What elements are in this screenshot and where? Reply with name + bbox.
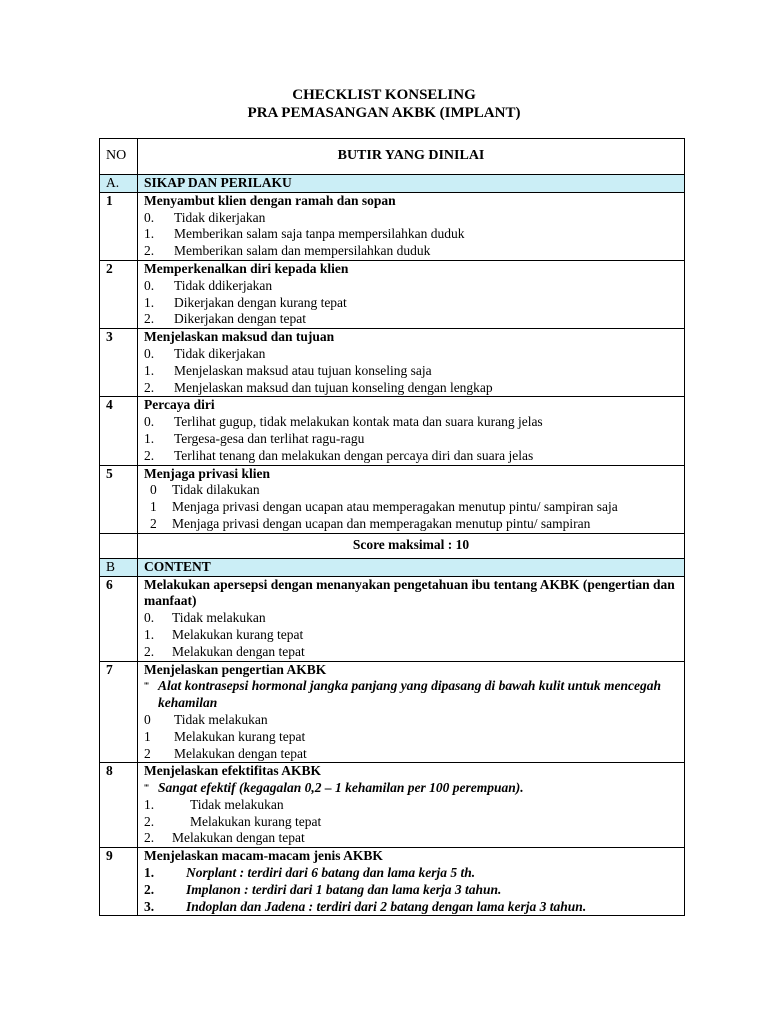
option <box>144 610 678 627</box>
bullet-icon: ‴ <box>144 681 149 692</box>
option-text: Tidak melakukan <box>172 610 266 626</box>
option <box>144 516 678 533</box>
option-number: 1. <box>144 430 155 446</box>
table-row <box>100 465 685 533</box>
score-max: Score maksimal : 10 <box>138 533 685 558</box>
row-content <box>138 848 685 916</box>
option-number: 0 <box>144 711 151 727</box>
option <box>144 746 678 763</box>
table-header-row <box>100 139 685 175</box>
option-number: 2. <box>144 243 155 259</box>
option <box>144 644 678 661</box>
option-number: 0. <box>144 610 155 626</box>
option <box>144 363 678 380</box>
section-b-no: B <box>100 558 138 576</box>
option-number: 2 <box>144 745 151 761</box>
table-row <box>100 848 685 916</box>
item-title: Menjaga privasi klien <box>144 465 271 481</box>
option-text: Melakukan kurang tepat <box>174 728 306 744</box>
section-a-no: A. <box>100 175 138 193</box>
option-text: Dikerjakan dengan tepat <box>174 311 306 327</box>
option-number: 1 <box>144 728 151 744</box>
note-text: Alat kontrasepsi hormonal jangka panjang yang dipasang di bawah kulit untuk mencegah kehamilan <box>158 678 661 711</box>
option-text: Tergesa-gesa dan terlihat ragu-ragu <box>174 430 365 446</box>
option-number: 1. <box>144 362 155 378</box>
row-content <box>138 763 685 848</box>
table-row <box>100 329 685 397</box>
definition-note <box>144 678 678 712</box>
option-number: 2. <box>144 813 155 829</box>
row-number: 7 <box>100 661 138 763</box>
table-row <box>100 397 685 465</box>
table-row <box>100 192 685 260</box>
option-text: Menjaga privasi dengan ucapan dan memperagakan menutup pintu/ sampiran <box>172 515 591 531</box>
effectiveness-note <box>144 780 678 797</box>
option-text: Dikerjakan dengan kurang tepat <box>174 294 347 310</box>
option-number: 1 <box>150 499 157 515</box>
option-number: 2. <box>144 447 155 463</box>
option <box>144 499 678 516</box>
option-text: Melakukan dengan tepat <box>172 643 305 659</box>
option <box>144 226 678 243</box>
option-number: 3. <box>144 898 155 914</box>
option-text: Melakukan dengan tepat <box>174 745 307 761</box>
option <box>144 414 678 431</box>
option-text: Tidak melakukan <box>190 796 284 812</box>
row-content <box>138 465 685 533</box>
option-text: Tidak melakukan <box>174 711 268 727</box>
option <box>144 712 678 729</box>
option-number: 0. <box>144 209 155 225</box>
option <box>144 243 678 260</box>
option <box>144 380 678 397</box>
item-title: Memperkenalkan diri kepada klien <box>144 260 349 276</box>
option-text: Tidak dilakukan <box>172 482 260 498</box>
item-title: Menjelaskan pengertian AKBK <box>144 661 327 677</box>
option-number: 1. <box>144 626 155 642</box>
option-text: Melakukan kurang tepat <box>172 626 304 642</box>
option-text: Memberikan salam dan mempersilahkan duduk <box>174 243 431 259</box>
table-row <box>100 576 685 661</box>
option <box>144 448 678 465</box>
row-number: 8 <box>100 763 138 848</box>
option-number: 0. <box>144 414 155 430</box>
table-row <box>100 763 685 848</box>
row-number: 6 <box>100 576 138 661</box>
option-text: Tidak dikerjakan <box>174 209 266 225</box>
score-no-cell <box>100 533 138 558</box>
option-text: Menjaga privasi dengan ucapan atau memperagakan menutup pintu/ sampiran saja <box>172 499 618 515</box>
option <box>144 278 678 295</box>
option-number: 0 <box>150 482 157 498</box>
bullet-icon: ‴ <box>144 783 149 794</box>
option-number: 1. <box>144 294 155 310</box>
option-text: Memberikan salam saja tanpa mempersilahkan duduk <box>174 226 465 242</box>
option-text: Terlihat tenang dan melakukan dengan percaya diri dan suara jelas <box>174 447 534 463</box>
row-content <box>138 397 685 465</box>
note-text: Sangat efektif (kegagalan 0,2 – 1 kehamilan per 100 perempuan). <box>158 780 524 796</box>
option-text: Tidak dikerjakan <box>174 345 266 361</box>
document-subtitle: PRA PEMASANGAN AKBK (IMPLANT) <box>247 105 521 121</box>
row-content <box>138 192 685 260</box>
row-number: 5 <box>100 465 138 533</box>
row-content <box>138 576 685 661</box>
option <box>144 295 678 312</box>
row-content <box>138 329 685 397</box>
implant-type <box>144 899 678 916</box>
option-text: Norplant : terdiri dari 6 batang dan lama kerja 5 th. <box>186 865 476 881</box>
option-number: 2. <box>144 881 155 897</box>
option-text: Terlihat gugup, tidak melakukan kontak mata dan suara kurang jelas <box>174 414 543 430</box>
option-number: 0. <box>144 345 155 361</box>
row-number: 2 <box>100 260 138 328</box>
option <box>144 482 678 499</box>
document-title: CHECKLIST KONSELING <box>292 87 476 103</box>
option-number: 0. <box>144 277 155 293</box>
row-number: 4 <box>100 397 138 465</box>
section-b-label: CONTENT <box>138 558 685 576</box>
table-row <box>100 260 685 328</box>
option-number: 1. <box>144 226 155 242</box>
row-content <box>138 661 685 763</box>
table-row <box>100 661 685 763</box>
option-number: 1. <box>144 865 155 881</box>
option <box>144 814 678 831</box>
item-title: Menjelaskan macam-macam jenis AKBK <box>144 848 383 864</box>
item-title: Menyambut klien dengan ramah dan sopan <box>144 192 396 208</box>
section-a-label: SIKAP DAN PERILAKU <box>138 175 685 193</box>
option-text: Melakukan dengan tepat <box>172 830 305 846</box>
option <box>144 311 678 328</box>
option <box>144 729 678 746</box>
item-title: Menjelaskan efektifitas AKBK <box>144 763 321 779</box>
option-number: 1. <box>144 796 155 812</box>
row-content <box>138 260 685 328</box>
option-number: 2. <box>144 830 155 846</box>
header-item: BUTIR YANG DINILAI <box>138 139 685 175</box>
option <box>144 830 678 847</box>
option-text: Menjelaskan maksud dan tujuan konseling dengan lengkap <box>174 379 493 395</box>
item-title: Percaya diri <box>144 397 215 413</box>
option <box>144 431 678 448</box>
implant-type <box>144 882 678 899</box>
option <box>144 210 678 227</box>
row-number: 9 <box>100 848 138 916</box>
option <box>144 346 678 363</box>
option-text: Indoplan dan Jadena : terdiri dari 2 batang dengan lama kerja 3 tahun. <box>186 898 587 914</box>
section-a-row <box>100 175 685 193</box>
checklist-table <box>99 138 685 916</box>
item-title: Menjelaskan maksud dan tujuan <box>144 329 335 345</box>
option-text: Tidak ddikerjakan <box>174 277 273 293</box>
score-row <box>100 533 685 558</box>
row-number: 1 <box>100 192 138 260</box>
option-text: Implanon : terdiri dari 1 batang dan lama kerja 3 tahun. <box>186 881 502 897</box>
header-no: NO <box>100 139 138 175</box>
option-number: 2. <box>144 643 155 659</box>
option-number: 2. <box>144 311 155 327</box>
option-text: Melakukan kurang tepat <box>190 813 322 829</box>
item-title: Melakukan apersepsi dengan menanyakan pengetahuan ibu tentang AKBK (pengertian dan manfaat) <box>144 576 675 609</box>
section-b-row <box>100 558 685 576</box>
row-number: 3 <box>100 329 138 397</box>
option-number: 2. <box>144 379 155 395</box>
option <box>144 797 678 814</box>
option-number: 2 <box>150 515 157 531</box>
option-text: Menjelaskan maksud atau tujuan konseling saja <box>174 362 432 378</box>
option <box>144 627 678 644</box>
implant-type <box>144 865 678 882</box>
